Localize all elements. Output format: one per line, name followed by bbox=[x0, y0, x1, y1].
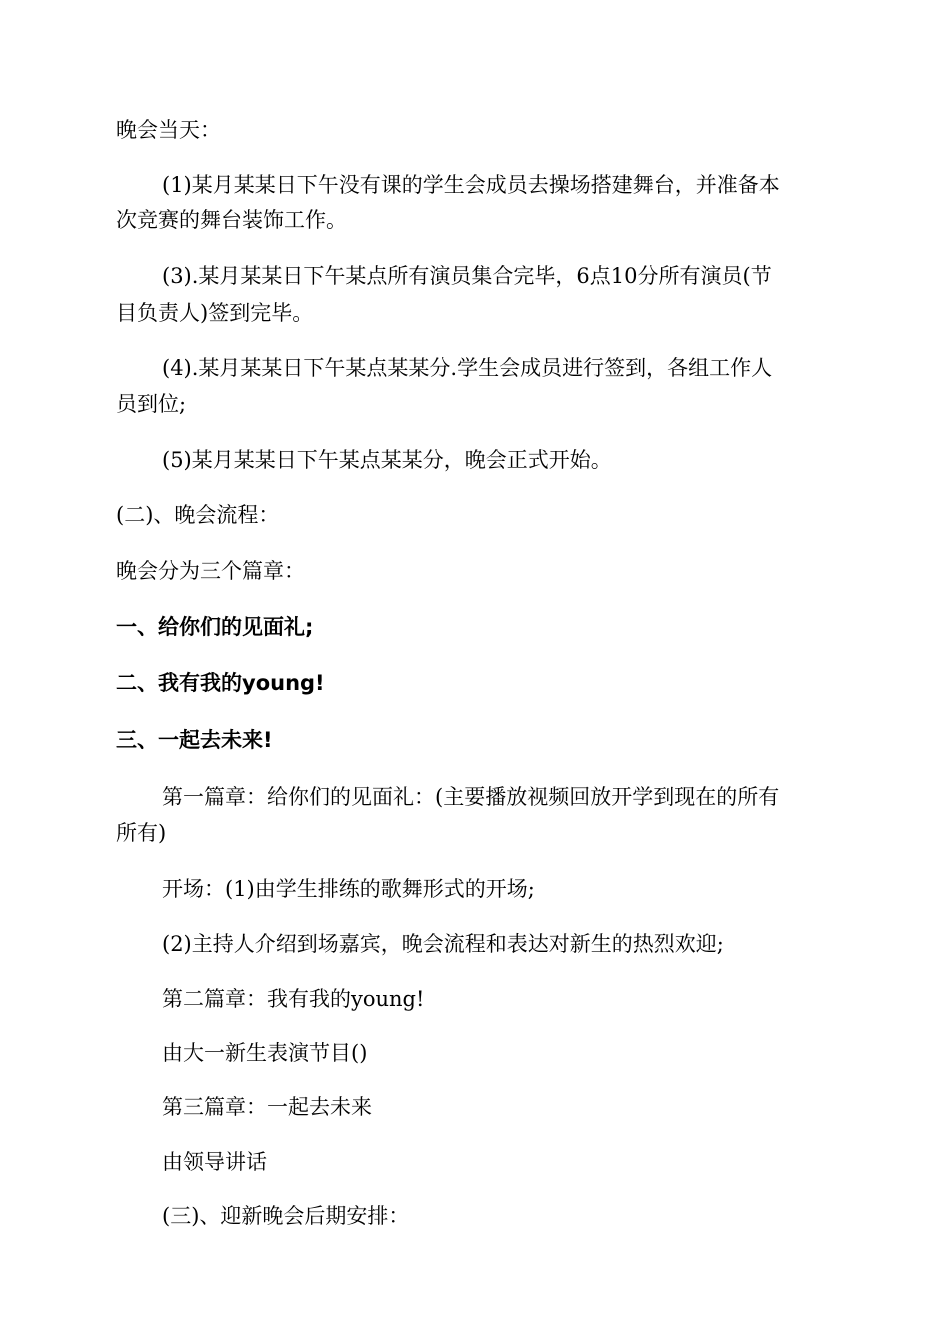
text-line: (4).某月某某日下午某点某某分.学生会成员进行签到，各组工作人 bbox=[162, 356, 773, 380]
chapter-title: 一、给你们的见面礼; bbox=[116, 615, 314, 639]
text-line: 由大一新生表演节目() bbox=[162, 1041, 368, 1065]
text-line: (3).某月某某日下午某点所有演员集合完毕，6点10分所有演员(节 bbox=[162, 264, 772, 288]
text-line: 由领导讲话 bbox=[162, 1150, 267, 1174]
text-line: 目负责人)签到完毕。 bbox=[116, 301, 314, 325]
text-line: 晚会分为三个篇章： bbox=[116, 559, 305, 583]
text-line: 第一篇章：给你们的见面礼：(主要播放视频回放开学到现在的所有 bbox=[162, 785, 780, 809]
text-line: 员到位; bbox=[116, 392, 187, 416]
text-line: (5)某月某某日下午某点某某分，晚会正式开始。 bbox=[162, 448, 612, 472]
text-line: 第三篇章：一起去未来 bbox=[162, 1095, 372, 1119]
chapter-title: 三、一起去未来! bbox=[116, 728, 273, 752]
text-line: (2)主持人介绍到场嘉宾，晚会流程和表达对新生的热烈欢迎; bbox=[162, 932, 724, 956]
text-line: 晚会当天： bbox=[116, 118, 221, 142]
text-line: 开场：(1)由学生排练的歌舞形式的开场; bbox=[162, 877, 535, 901]
section-heading: (三)、迎新晚会后期安排： bbox=[162, 1204, 410, 1228]
text-line: (1)某月某某日下午没有课的学生会成员去操场搭建舞台，并准备本 bbox=[162, 173, 780, 197]
text-line: 第二篇章：我有我的young! bbox=[162, 987, 425, 1011]
text-line: 次竞赛的舞台装饰工作。 bbox=[116, 208, 347, 232]
chapter-title: 二、我有我的young! bbox=[116, 671, 325, 695]
section-heading: (二)、晚会流程： bbox=[116, 503, 280, 527]
text-line: 所有) bbox=[116, 821, 167, 845]
